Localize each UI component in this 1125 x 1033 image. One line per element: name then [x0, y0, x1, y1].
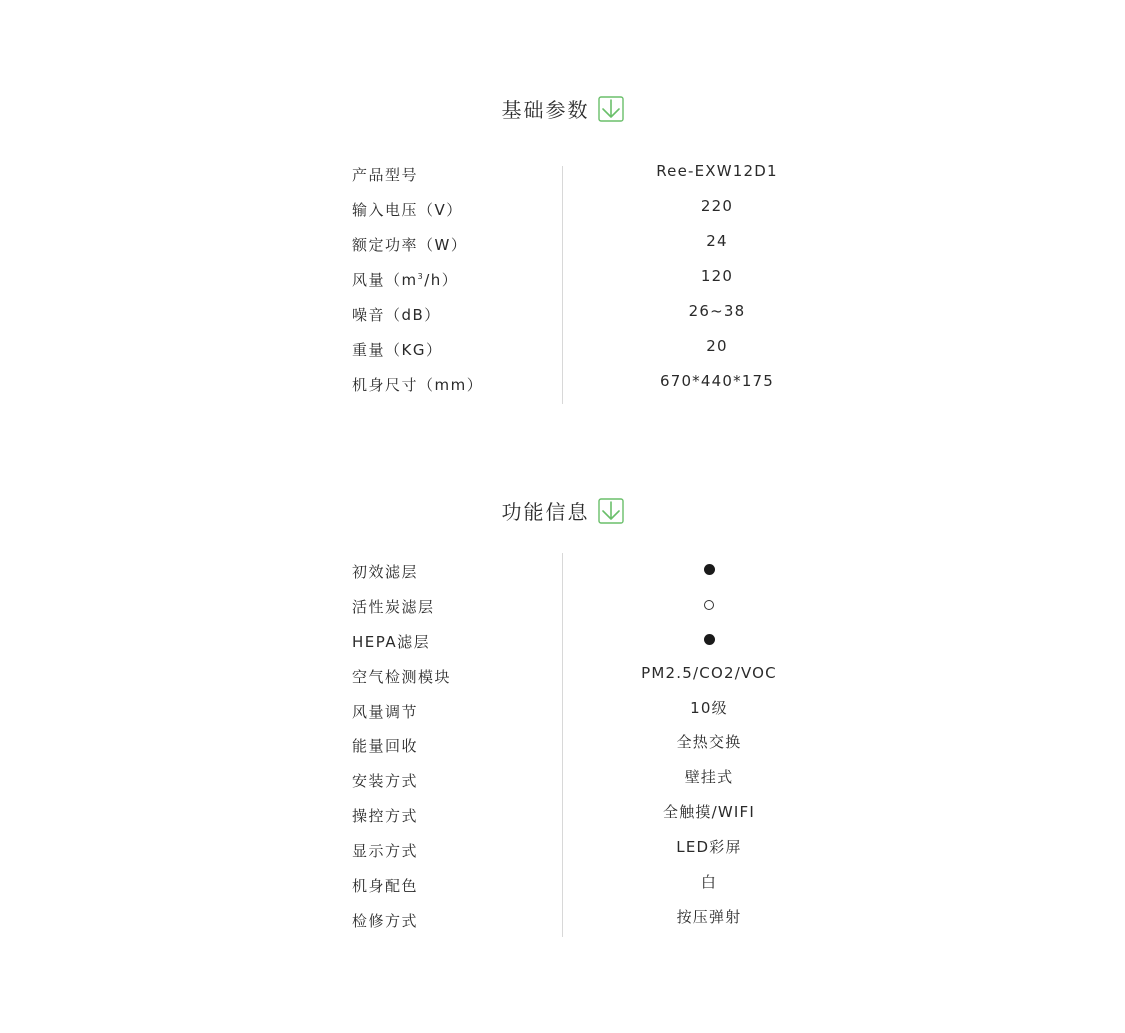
row-value: 120	[700, 267, 734, 285]
row-value: 220	[700, 197, 734, 215]
row-label: 初效滤层	[352, 563, 419, 581]
basic-params-header	[0, 94, 1125, 123]
row-value	[589, 596, 829, 614]
basic-params-title: 基础参数	[501, 98, 590, 122]
row-label: 额定功率（W）	[352, 236, 468, 254]
function-info-header	[0, 496, 1125, 525]
arrow-down-icon	[598, 96, 624, 122]
check-filled-icon	[704, 634, 715, 645]
row-label: 空气检测模块	[352, 668, 452, 686]
row-label: 检修方式	[352, 912, 419, 930]
row-value	[589, 631, 829, 649]
row-value: 26~38	[688, 302, 746, 320]
table-row	[352, 269, 832, 304]
table-row	[352, 631, 832, 666]
table-row	[352, 666, 832, 701]
row-label: 机身尺寸（mm）	[352, 376, 484, 394]
table-row	[352, 910, 832, 945]
row-label: 重量（KG）	[352, 341, 443, 359]
row-value	[589, 561, 829, 579]
row-label: 活性炭滤层	[352, 598, 435, 616]
arrow-down-icon	[598, 498, 624, 524]
row-label: 风量$(m^3/h)$	[352, 271, 459, 289]
row-value: 全触摸/WIFI	[663, 803, 755, 821]
function-info-title: 功能信息	[501, 500, 590, 524]
check-empty-icon	[704, 600, 714, 610]
table-row	[352, 770, 832, 805]
row-value: LED彩屏	[676, 838, 742, 856]
row-value: 壁挂式	[684, 768, 734, 786]
table-row	[352, 304, 832, 339]
row-label: 风量调节	[352, 703, 419, 721]
table-row	[352, 374, 832, 409]
row-value: 全热交换	[676, 733, 742, 751]
row-value: 20	[706, 337, 728, 355]
table-row	[352, 234, 832, 269]
row-value: PM2.5/CO2/VOC	[641, 664, 777, 682]
row-label: 安装方式	[352, 772, 419, 790]
table-row	[352, 596, 832, 631]
row-value: 白	[700, 873, 718, 891]
row-value: 按压弹射	[676, 908, 742, 926]
row-label: 机身配色	[352, 877, 419, 895]
row-label: 输入电压（V）	[352, 201, 463, 219]
row-label: 噪音（dB）	[352, 306, 441, 324]
row-value: 670*440*175	[659, 372, 775, 390]
table-row	[352, 805, 832, 840]
row-value: Ree-EXW12D1	[656, 162, 778, 180]
table-row	[352, 561, 832, 596]
row-value: 24	[706, 232, 728, 250]
table-row	[352, 840, 832, 875]
row-label: 操控方式	[352, 807, 419, 825]
row-label: 能量回收	[352, 737, 419, 755]
row-value: 10级	[690, 699, 728, 717]
table-row	[352, 339, 832, 374]
row-label: 产品型号	[352, 166, 419, 184]
table-row	[352, 875, 832, 910]
check-filled-icon	[704, 564, 715, 575]
table-row	[352, 164, 832, 199]
table-row	[352, 199, 832, 234]
row-label: 显示方式	[352, 842, 419, 860]
row-label: HEPA滤层	[352, 633, 431, 651]
table-row	[352, 735, 832, 770]
